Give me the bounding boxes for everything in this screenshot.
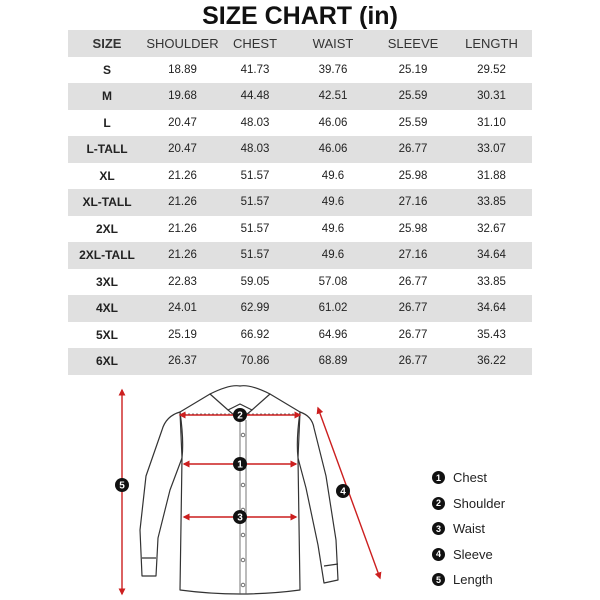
measurement-cell: 21.26 — [146, 189, 219, 216]
measurement-cell: 57.08 — [318, 275, 348, 288]
measurement-cell: 44.48 — [219, 83, 291, 110]
table-row — [68, 216, 532, 243]
size-chart-table — [68, 30, 532, 375]
size-cell: 3XL — [95, 274, 118, 289]
table-row — [68, 322, 532, 349]
size-cell: XL — [99, 168, 115, 183]
legend-label: Waist — [453, 521, 486, 537]
measurement-cell: 46.06 — [318, 116, 348, 129]
measurement-cell: 20.47 — [168, 116, 197, 129]
svg-text:5: 5 — [119, 480, 125, 492]
table-row — [68, 189, 532, 216]
size-cell: S — [102, 62, 111, 77]
legend-number: 2 — [432, 497, 445, 510]
legend-number: 1 — [432, 471, 445, 484]
measurement-cell: 48.03 — [219, 136, 291, 163]
legend-number: 4 — [432, 548, 445, 561]
measurement-cell: 21.26 — [146, 242, 219, 269]
column-header: SIZE — [68, 30, 146, 57]
svg-text:2: 2 — [237, 410, 243, 422]
column-header: CHEST — [219, 30, 291, 57]
table-row — [68, 110, 532, 137]
measurement-cell: 27.16 — [375, 242, 451, 269]
size-cell: 2XL-TALL — [68, 242, 146, 269]
measurement-cell: 61.02 — [291, 295, 375, 322]
column-header: SHOULDER — [146, 30, 219, 57]
measurement-cell: 27.16 — [375, 189, 451, 216]
measurement-cell: 18.89 — [168, 63, 197, 76]
measurement-cell: 33.85 — [451, 189, 532, 216]
measurement-cell: 39.76 — [318, 63, 348, 76]
measurement-cell: 51.57 — [240, 222, 270, 235]
column-header: WAIST — [291, 30, 375, 57]
measurement-cell: 22.83 — [168, 275, 197, 288]
measurement-cell: 26.77 — [375, 348, 451, 375]
page-title: SIZE CHART (in) — [202, 2, 398, 30]
marker-chest — [233, 457, 247, 471]
measurement-cell: 33.07 — [451, 136, 532, 163]
measurement-cell: 33.85 — [477, 275, 506, 288]
measurement-cell: 26.77 — [375, 295, 451, 322]
measurement-cell: 70.86 — [219, 348, 291, 375]
measurement-legend — [432, 465, 582, 593]
measurement-cell: 24.01 — [146, 295, 219, 322]
measurement-cell: 49.6 — [321, 222, 345, 235]
measurement-cell: 25.19 — [398, 63, 428, 76]
legend-item-chest — [432, 465, 582, 491]
measurement-cell: 29.52 — [477, 63, 506, 76]
marker-shoulder — [233, 408, 247, 422]
measurement-cell: 36.22 — [451, 348, 532, 375]
table-row — [68, 163, 532, 190]
measurement-cell: 51.57 — [219, 189, 291, 216]
legend-item-waist — [432, 516, 582, 542]
measurement-cell: 26.77 — [398, 275, 428, 288]
measurement-cell: 25.98 — [398, 222, 428, 235]
measurement-cell: 51.57 — [240, 169, 270, 182]
legend-item-length — [432, 567, 582, 593]
measurement-cell: 25.98 — [398, 169, 428, 182]
column-header: LENGTH — [451, 30, 532, 57]
measurement-cell: 31.10 — [477, 116, 506, 129]
table-row — [68, 57, 532, 84]
svg-text:4: 4 — [340, 486, 346, 498]
measurement-cell: 49.6 — [291, 189, 375, 216]
measurement-cell: 35.43 — [477, 328, 506, 341]
size-cell: 2XL — [95, 221, 118, 236]
measurement-cell: 21.26 — [168, 169, 197, 182]
measurement-cell: 34.64 — [451, 295, 532, 322]
column-header: SLEEVE — [375, 30, 451, 57]
legend-number: 3 — [432, 522, 445, 535]
table-row — [68, 348, 532, 375]
measurement-cell: 46.06 — [291, 136, 375, 163]
measurement-cell: 31.88 — [477, 169, 506, 182]
measurement-cell: 51.57 — [219, 242, 291, 269]
legend-number: 5 — [432, 573, 445, 586]
measurement-cell: 26.77 — [375, 136, 451, 163]
measurement-cell: 26.37 — [146, 348, 219, 375]
table-row — [68, 136, 532, 163]
measurement-cell: 21.26 — [168, 222, 197, 235]
measurement-cell: 34.64 — [451, 242, 532, 269]
legend-label: Sleeve — [453, 546, 493, 562]
measurement-cell: 62.99 — [219, 295, 291, 322]
legend-label: Chest — [453, 470, 487, 486]
table-row — [68, 295, 532, 322]
measurement-cell: 25.59 — [398, 116, 428, 129]
measurement-cell: 42.51 — [291, 83, 375, 110]
size-cell: 4XL — [68, 295, 146, 322]
measurement-cell: 49.6 — [321, 169, 345, 182]
measurement-cell: 41.73 — [240, 63, 270, 76]
measurement-cell: 49.6 — [291, 242, 375, 269]
measurement-cell: 32.67 — [477, 222, 506, 235]
measurement-cell: 25.59 — [375, 83, 451, 110]
table-body — [68, 57, 532, 375]
shirt-measurement-diagram — [100, 380, 430, 600]
size-cell: L-TALL — [68, 136, 146, 163]
measurement-cell: 66.92 — [240, 328, 270, 341]
table-header-row — [68, 30, 532, 57]
size-cell: 6XL — [68, 348, 146, 375]
measurement-cell: 26.77 — [398, 328, 428, 341]
size-cell: 5XL — [95, 327, 118, 342]
measurement-cell: 64.96 — [318, 328, 348, 341]
size-cell: XL-TALL — [68, 189, 146, 216]
legend-label: Shoulder — [453, 495, 506, 511]
table-row — [68, 242, 532, 269]
size-cell: L — [103, 115, 111, 130]
measurement-cell: 59.05 — [240, 275, 270, 288]
legend-label: Length — [453, 572, 493, 588]
marker-length — [115, 478, 129, 492]
measurement-cell: 19.68 — [146, 83, 219, 110]
size-cell: M — [68, 83, 146, 110]
measurement-cell: 20.47 — [146, 136, 219, 163]
table-row — [68, 83, 532, 110]
measurement-cell: 68.89 — [291, 348, 375, 375]
measurement-cell: 25.19 — [168, 328, 197, 341]
legend-item-shoulder — [432, 491, 582, 517]
svg-text:1: 1 — [237, 459, 243, 471]
marker-waist — [233, 510, 247, 524]
measurement-cell: 48.03 — [240, 116, 270, 129]
marker-sleeve — [336, 484, 350, 498]
measurement-cell: 30.31 — [451, 83, 532, 110]
svg-text:3: 3 — [237, 512, 243, 524]
table-row — [68, 269, 532, 296]
legend-item-sleeve — [432, 542, 582, 568]
